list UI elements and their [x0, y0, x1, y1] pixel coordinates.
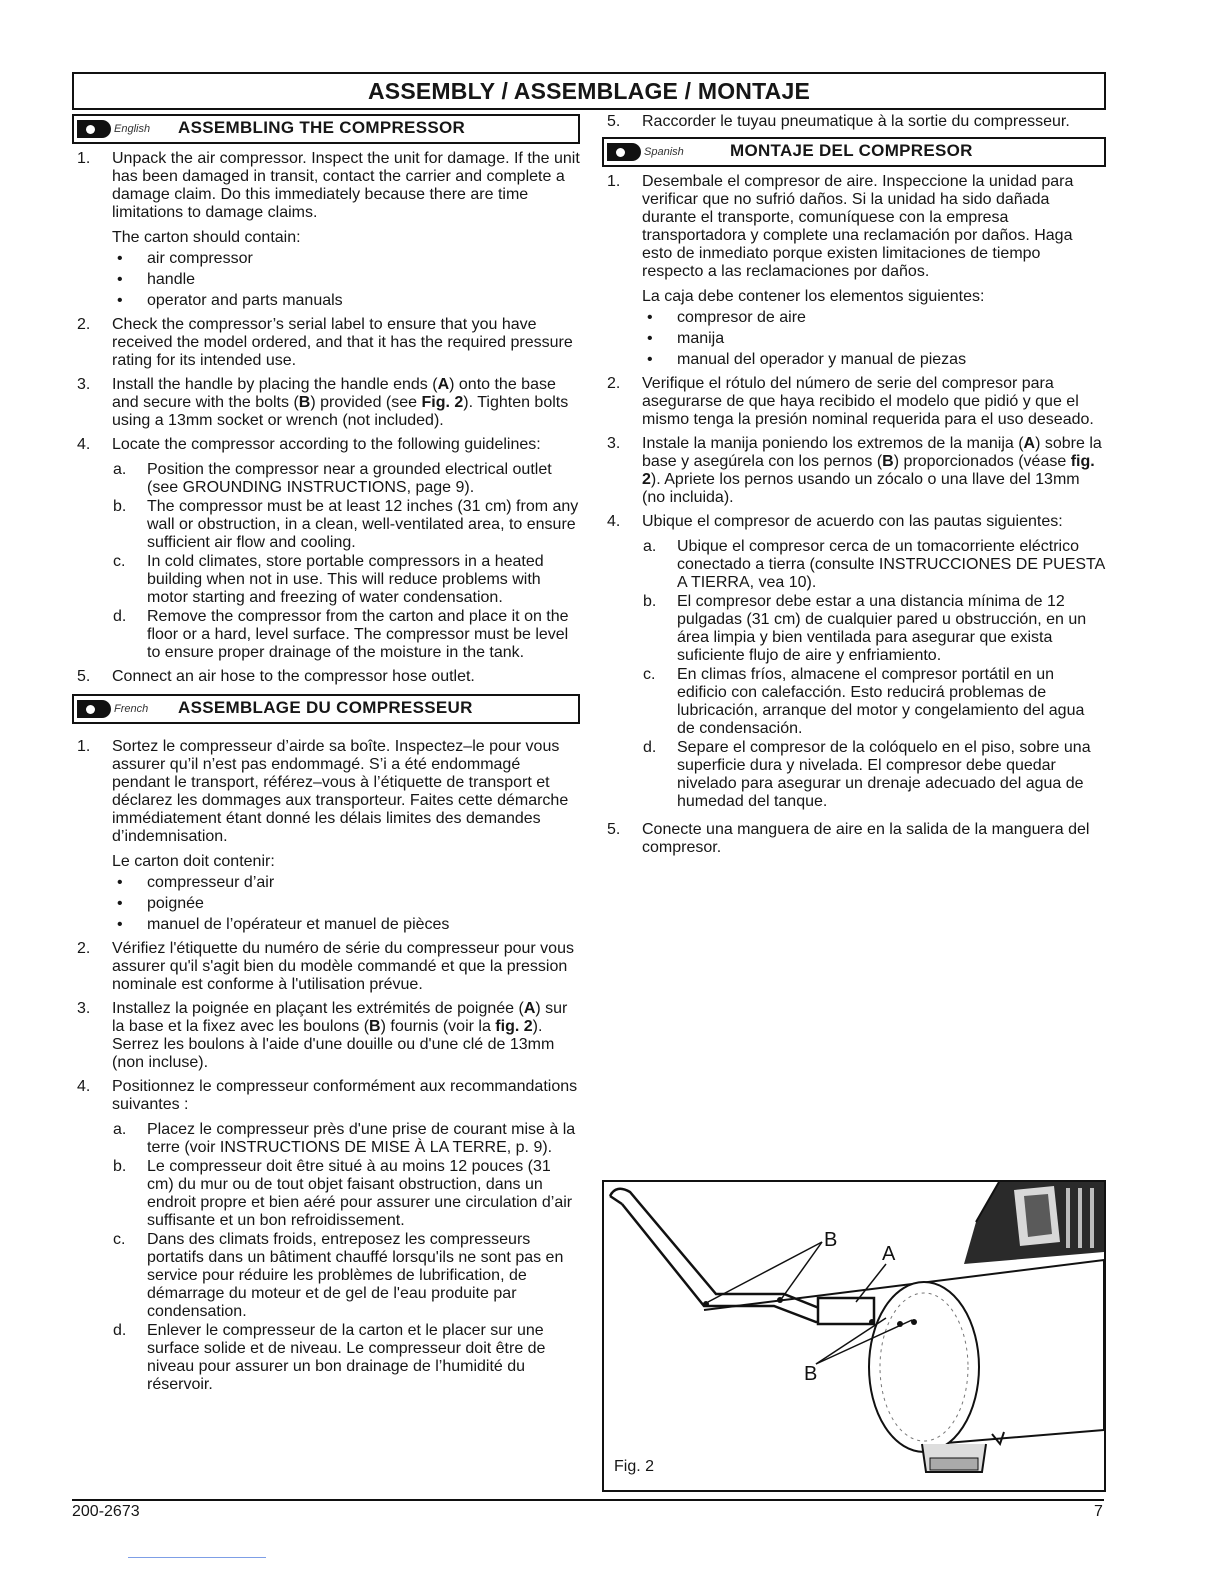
list-item: a. Position the compressor near a grounded electrical outlet (see GROUNDING INSTRUCTIONS, page 9).: [113, 461, 552, 496]
compressor-handle-illustration: [604, 1182, 1104, 1490]
figure-caption: Fig. 2: [614, 1458, 655, 1475]
list-item: • handle: [117, 271, 196, 288]
spanish-step-2: 2. Verifique el rótulo del número de serie del compresor para asegurarse de que haya recibido el modelo que pidió y que el mismo tenga la presión nominal requerida para el uso deseado.: [607, 375, 1094, 428]
french-step-4: 4. Positionnez le compresseur conformément aux recommandations suivantes : a. Placez le compresseur près d'une prise de courant mise à la terre (voir INSTRUCTIONS DE MISE À LA TERRE, p. 9). b. Le compresseur doit être situé à au moins 12 pouces (31 cm) du mur ou de tout objet faisant obstruction, dans un endroit propre et bien aéré pour assurer une circulation d’air suffisante et un bon refroidissement. c. Dans des climats froids, entreposez les compresseurs portatifs dans un bâtiment chauffé lorsqu'ils ne sont pas en service pour réduire les problèmes de lubrification, de démarrage du moteur et de gel de l'eau produite par condensation. d. Enlever le compresseur de la carton et le placer sur une surface solide et de niveau. Le compresseur doit être de niveau pour assurer un bon drainage de l’humidité du réservoir.: [72, 1078, 580, 1394]
list-item: • operator and parts manuals: [117, 292, 343, 309]
french-language-tag: French: [77, 699, 169, 718]
french-step-5: 5. Raccorder le tuyau pneumatique à la sortie du compresseur.: [607, 113, 1070, 130]
page-number: 7: [1094, 1503, 1103, 1520]
english-language-tag: English: [77, 119, 169, 138]
english-section-header: [72, 114, 580, 144]
spanish-heading: MONTAJE DEL COMPRESOR: [730, 141, 973, 160]
list-item: • manija: [647, 330, 725, 347]
spanish-step-5: 5. Conecte una manguera de aire en la salida de la manguera del compresor.: [607, 821, 1090, 856]
list-item: c. Dans des climats froids, entreposez les compresseurs portatifs dans un bâtiment chauffé lorsqu'ils ne sont pas en service pour réduire les problèmes de lubrification, de démarrage du moteur et de gel de l'eau produite par condensation.: [113, 1231, 564, 1320]
list-item: b. Le compresseur doit être situé à au moins 12 pouces (31 cm) du mur ou de tout objet faisant obstruction, dans un endroit propre et bien aéré pour assurer une circulation d’air suffisante et un bon refroidissement.: [113, 1158, 573, 1229]
left-column: [72, 114, 580, 1394]
french-step-3: 3. Installez la poignée en plaçant les extrémités de poignée (A) sur la base et la fixez avec les boulons (B) fournis (voir la fig. 2). Serrez les boulons à l'aide d'une douille ou d'une clé de 13mm (non incluse).: [77, 1000, 568, 1071]
spanish-step-1: 1. Desembale el compresor de aire. Inspeccione la unidad para verificar que no sufrió daños. Si la unidad ha sido dañada durante el transporte, comuníquese con la empresa transportadora y complete una reclamación por daños. Haga esto de inmediato porque existen limitaciones de tiempo respecto a las reclamaciones por daños. La caja debe contener los elementos siguientes: • compresor de aire • manija • manual del operador y manual de piezas: [602, 173, 1106, 369]
list-item: a. Placez le compresseur près d'une prise de courant mise à la terre (voir INSTRUCTIONS DE MISE À LA TERRE, p. 9).: [113, 1121, 576, 1156]
handle: [610, 1189, 874, 1324]
spanish-language-tag: Spanish: [607, 142, 699, 161]
list-item: c. In cold climates, store portable compressors in a heated building when not in use. This will reduce problems with motor starting and freezing of water condensation.: [113, 553, 544, 606]
language-tab-icon: [77, 700, 111, 718]
compressor-motor-housing: [964, 1182, 1104, 1264]
spanish-section-header: [602, 137, 1106, 167]
list-item: a. Ubique el compresor cerca de un tomacorriente eléctrico conectado a tierra (consulte INSTRUCCIONES DE PUESTA A TIERRA, vea 10).: [643, 538, 1105, 591]
page-title: ASSEMBLY / ASSEMBLAGE / MONTAJE: [72, 72, 1106, 110]
list-item: • manuel de l’opérateur et manuel de pièces: [117, 916, 450, 933]
list-item: • compresseur d’air: [117, 874, 275, 891]
english-step-3: 3. Install the handle by placing the handle ends (A) onto the base and secure with the bolts (B) provided (see Fig. 2). Tighten bolts using a 13mm socket or wrench (not included).: [77, 376, 569, 429]
list-item: b. El compresor debe estar a una distancia mínima de 12 pulgadas (31 cm) de cualquier pared u obstrucción, en un área limpia y bien ventilada para asegurar que exista suficiente flujo de aire y enfriamiento.: [643, 593, 1087, 664]
list-item: • compresor de aire: [647, 309, 806, 326]
figure-2: [602, 1180, 1106, 1492]
label-b-bottom: B: [804, 1363, 818, 1385]
spanish-step-4: 4. Ubique el compresor de acuerdo con las pautas siguientes: a. Ubique el compresor cerca de un tomacorriente eléctrico conectado a tierra (consulte INSTRUCCIONES DE PUESTA A TIERRA, vea 10). b. El compresor debe estar a una distancia mínima de 12 pulgadas (31 cm) de cualquier pared u obstrucción, en un área limpia y bien ventilada para asegurar que exista suficiente flujo de aire y enfriamiento. c. En climas fríos, almacene el compresor portátil en un edificio con calefacción. Esto reducirá problemas de lubricación, arranque del motor y congelamiento del agua de condensación. d. Separe el compresor de la colóquelo en el piso, sobre una superficie dura y nivelada. El compresor debe quedar nivelado para asegurar un drenaje adecuado del agua de humedad del tanque.: [607, 513, 1105, 810]
spanish-step-3: 3. Instale la manija poniendo los extremos de la manija (A) sobre la base y asegúrela con los pernos (B) proporcionados (véase fig. 2). Apriete los pernos usando un zócalo o una llave del 13mm (no incluida).: [607, 435, 1102, 506]
french-section-header: [72, 694, 580, 724]
language-tab-icon: [607, 143, 641, 161]
list-item: c. En climas fríos, almacene el compresor portátil en un edificio con calefacción. Esto reducirá problemas de lubricación, arranque del motor y congelamiento del agua de condensación.: [643, 666, 1085, 737]
english-step-2: 2. Check the compressor’s serial label to ensure that you have received the model ordered, and that it has the required pressure rating for its intended use.: [77, 316, 573, 369]
air-tank: [704, 1260, 1104, 1472]
list-item: • manual del operador y manual de piezas: [647, 351, 967, 368]
label-a: A: [882, 1243, 896, 1265]
english-heading: ASSEMBLING THE COMPRESSOR: [178, 118, 466, 137]
label-b-top: B: [824, 1229, 838, 1251]
english-step-5: 5. Connect an air hose to the compressor hose outlet.: [77, 668, 475, 685]
right-column: [602, 113, 1106, 857]
list-item: • air compressor: [117, 250, 253, 267]
french-step-2: 2. Vérifiez l'étiquette du numéro de série du compresseur pour vous assurer qu'il s'agit bien du modèle commandé et que la pression nominale est conforme à l'utilisation prévue.: [77, 940, 574, 993]
french-step-1: 1. Sortez le compresseur d’airde sa boîte. Inspectez–le pour vous assurer qu’il n’est pas endommagé. S’i a été endommagé pendant le transport, référez–vous à l’étiquette de transport et déclarez les dommages aux transporteur. Faites cette démarche immédiatement étant donné les délais limites des demandes d’indemnisation. Le carton doit contenir: • compresseur d’air • poignée • manuel de l’opérateur et manuel de pièces: [72, 738, 580, 934]
french-heading: ASSEMBLAGE DU COMPRESSEUR: [178, 698, 473, 717]
list-item: b. The compressor must be at least 12 inches (31 cm) from any wall or obstruction, in a clean, well-ventilated area, to ensure sufficient air flow and cooling.: [113, 498, 579, 551]
list-item: • poignée: [117, 895, 204, 912]
part-number: 200-2673: [72, 1503, 140, 1520]
english-step-1: 1. Unpack the air compressor. Inspect the unit for damage. If the unit has been damaged in transit, contact the carrier and complete a damage claim. Do this immediately because there are time limitations to damage claims. The carton should contain: • air compressor • handle • operator and parts manuals: [77, 150, 580, 309]
footer-divider: [72, 1499, 1104, 1501]
language-tab-icon: [77, 120, 111, 138]
list-item: d. Separe el compresor de la colóquelo en el piso, sobre una superficie dura y nivelada. El compresor debe quedar nivelado para asegurar un drenaje adecuado del agua de humedad del tanque.: [643, 739, 1091, 810]
list-item: d. Remove the compressor from the carton and place it on the floor or a hard, level surface. The compressor must be level to ensure proper drainage of the moisture in the tank.: [113, 608, 569, 661]
scan-artifact-line: [128, 1557, 266, 1558]
list-item: d. Enlever le compresseur de la carton et le placer sur une surface solide et de niveau. Le compresseur doit être de niveau pour assurer un bon drainage de l’humidité du réservoir.: [113, 1322, 546, 1393]
english-step-4: 4. Locate the compressor according to the following guidelines: a. Position the compressor near a grounded electrical outlet (see GROUNDING INSTRUCTIONS, page 9). b. The compressor must be at least 12 inches (31 cm) from any wall or obstruction, in a clean, well-ventilated area, to ensure sufficient air flow and cooling. c. In cold climates, store portable compressors in a heated building when not in use. This will reduce problems with motor starting and freezing of water condensation. d. Remove the compressor from the carton and place it on the floor or a hard, level surface. The compressor must be level to ensure proper drainage of the moisture in the tank.: [77, 436, 579, 661]
